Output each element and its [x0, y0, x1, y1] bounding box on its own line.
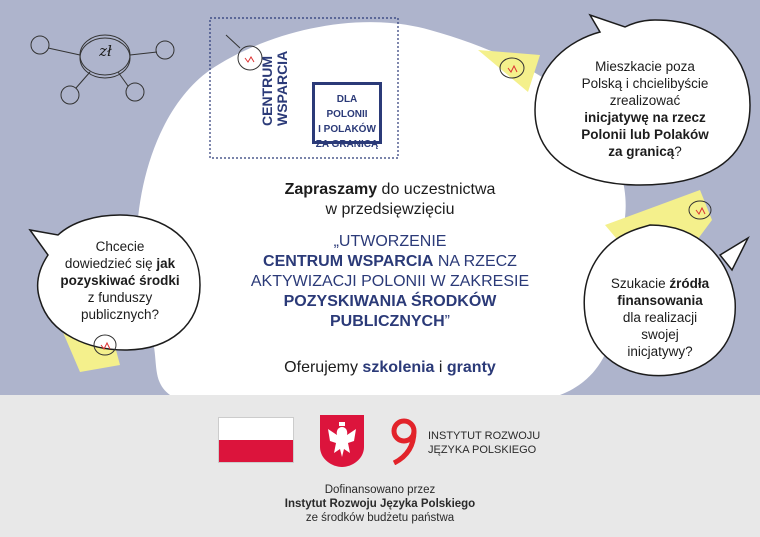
- irjp-line1: INSTYTUT ROZWOJU: [428, 430, 541, 442]
- title-rest: NA RZECZ: [433, 253, 517, 270]
- logo-word-centrum: CENTRUM: [259, 56, 275, 126]
- cofinance-text: [180, 483, 580, 525]
- title-line: [230, 312, 550, 332]
- title-rest: ”: [444, 313, 450, 330]
- project-title: [230, 232, 550, 332]
- bubble-line: Chcecie: [95, 239, 145, 254]
- coat-of-arms-icon: [318, 413, 366, 469]
- irjp-line2: JĘZYKA POLSKIEGO: [428, 444, 537, 456]
- title-line: AKTYWIZACJI POLONII W ZAKRESIE: [250, 273, 530, 290]
- bubble-bold: za granicą: [608, 144, 675, 159]
- coin-text: zł: [99, 42, 112, 60]
- bubble-tail: ?: [674, 144, 682, 159]
- bubble-line: finansowania: [617, 293, 703, 308]
- title-line: „UTWORZENIE: [333, 233, 447, 250]
- invite-bold: Zapraszamy: [284, 181, 378, 198]
- bubble-right-bottom-text: [585, 275, 735, 360]
- cofinanced-line: Dofinansowano przez: [324, 484, 436, 496]
- offer-prefix: Oferujemy: [284, 359, 363, 376]
- bubble-line: swojej: [641, 327, 679, 342]
- bubble-line: [585, 275, 735, 292]
- bubble-text: dowiedzieć się: [64, 256, 157, 271]
- logo-box-line: I POLAKÓW: [318, 124, 376, 135]
- bubble-line: Polską i chcielibyście: [581, 76, 709, 91]
- bubble-line: [555, 143, 735, 160]
- footer: [0, 395, 760, 537]
- institute-line: Instytut Rozwoju Języka Polskiego: [284, 498, 476, 510]
- bubble-line: zrealizować: [609, 93, 681, 108]
- invite-text: [240, 180, 540, 220]
- title-bold: PUBLICZNYCH: [330, 313, 445, 330]
- bubble-line: z funduszy: [87, 290, 153, 305]
- bubble-line: Polonii lub Polaków: [581, 127, 709, 142]
- logo-word-wsparcia: WSPARCIA: [274, 50, 290, 126]
- title-bold: CENTRUM WSPARCIA: [263, 253, 434, 270]
- offer-text: [240, 358, 540, 378]
- logo: [259, 48, 392, 150]
- bubble-line: [40, 255, 200, 272]
- bubble-right-top-text: [555, 58, 735, 160]
- title-line: POZYSKIWANIA ŚRODKÓW: [283, 293, 497, 310]
- offer-mid: i: [434, 359, 447, 376]
- bubble-left-text: [40, 238, 200, 323]
- polish-flag: [218, 417, 294, 463]
- irjp-text: [428, 429, 540, 457]
- flag-red: [219, 440, 293, 462]
- bubble-line: pozyskiwać środki: [60, 273, 180, 288]
- offer-trainings: szkolenia: [362, 359, 435, 376]
- invite-line2: w przedsięwzięciu: [325, 201, 455, 218]
- logo-box: [312, 82, 382, 150]
- logo-vertical-text: [259, 50, 316, 126]
- bubble-text: Szukacie: [610, 276, 670, 291]
- bubble-line: inicjatywy?: [627, 344, 693, 359]
- bubble-bold: jak: [156, 256, 176, 271]
- bubble-line: inicjatywę na rzecz: [584, 110, 706, 125]
- invite-line1: [240, 180, 540, 200]
- bubble-bold: źródła: [669, 276, 710, 291]
- bubble-line: publicznych?: [80, 307, 160, 322]
- invite-rest: do uczestnictwa: [377, 181, 496, 198]
- title-line: [230, 252, 550, 272]
- irjp-logo-icon: [390, 417, 422, 465]
- budget-line: ze środków budżetu państwa: [305, 512, 455, 524]
- bubble-line: dla realizacji: [622, 310, 698, 325]
- logo-box-line: DLA POLONII: [326, 94, 368, 120]
- logo-box-line: ZA GRANICĄ: [315, 139, 379, 150]
- bubble-line: Mieszkacie poza: [595, 59, 695, 74]
- offer-grants: granty: [446, 359, 496, 376]
- flag-white: [219, 418, 293, 440]
